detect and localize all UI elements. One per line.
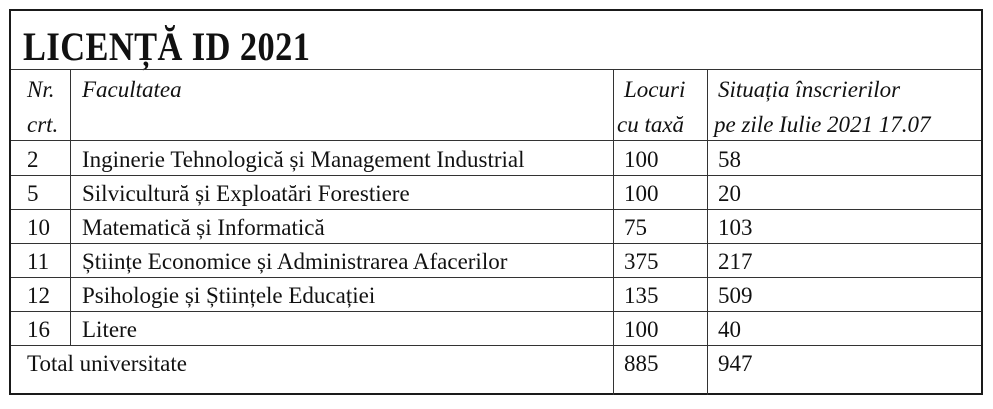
cell-nr: 10 xyxy=(27,215,50,240)
row-divider xyxy=(11,243,981,244)
row-divider xyxy=(11,209,981,210)
header-facultate: Facultatea xyxy=(82,77,182,102)
cell-locuri: 100 xyxy=(624,181,659,206)
cell-facultate: Psihologie și Științele Educației xyxy=(82,283,376,308)
total-label: Total universitate xyxy=(27,351,187,376)
column-divider xyxy=(613,69,614,395)
cell-facultate: Matematică și Informatică xyxy=(82,215,325,240)
header-nr: Nr. xyxy=(27,77,55,102)
cell-situatia: 103 xyxy=(718,215,753,240)
row-divider xyxy=(11,311,981,312)
cell-locuri: 75 xyxy=(624,215,647,240)
cell-facultate: Silvicultură și Exploatări Forestiere xyxy=(82,181,410,206)
cell-situatia: 40 xyxy=(718,317,741,342)
row-divider xyxy=(11,345,981,346)
cell-nr: 5 xyxy=(27,181,39,206)
cell-locuri: 100 xyxy=(624,317,659,342)
total-locuri: 885 xyxy=(624,351,659,376)
column-divider xyxy=(70,69,71,345)
cell-facultate: Științe Economice și Administrarea Afacerilor xyxy=(82,249,508,274)
header-locuri: Locuri xyxy=(624,77,686,102)
row-divider xyxy=(11,175,981,176)
column-divider xyxy=(707,69,708,395)
page-title: LICENȚĂ ID 2021 xyxy=(23,24,311,69)
cell-nr: 2 xyxy=(27,147,39,172)
rule-below-header xyxy=(11,140,981,141)
cell-nr: 11 xyxy=(27,249,50,274)
cell-locuri: 135 xyxy=(624,283,659,308)
table-frame xyxy=(9,9,983,395)
row-divider xyxy=(11,277,981,278)
cell-situatia: 509 xyxy=(718,283,753,308)
cell-locuri: 375 xyxy=(624,249,659,274)
rule-below-title xyxy=(11,69,981,70)
cell-situatia: 20 xyxy=(718,181,741,206)
cell-facultate: Litere xyxy=(82,317,137,342)
cell-situatia: 58 xyxy=(718,147,741,172)
cell-facultate: Inginerie Tehnologică și Management Industrial xyxy=(82,147,525,172)
header-crt: crt. xyxy=(27,112,59,137)
cell-nr: 12 xyxy=(27,283,50,308)
header-cu-taxa: cu taxă xyxy=(617,112,685,137)
cell-locuri: 100 xyxy=(624,147,659,172)
total-situatia: 947 xyxy=(718,351,753,376)
cell-nr: 16 xyxy=(27,317,50,342)
header-situatia: Situația înscrierilor xyxy=(718,77,901,102)
cell-situatia: 217 xyxy=(718,249,753,274)
header-pe-zile: pe zile Iulie 2021 17.07 xyxy=(714,112,931,137)
